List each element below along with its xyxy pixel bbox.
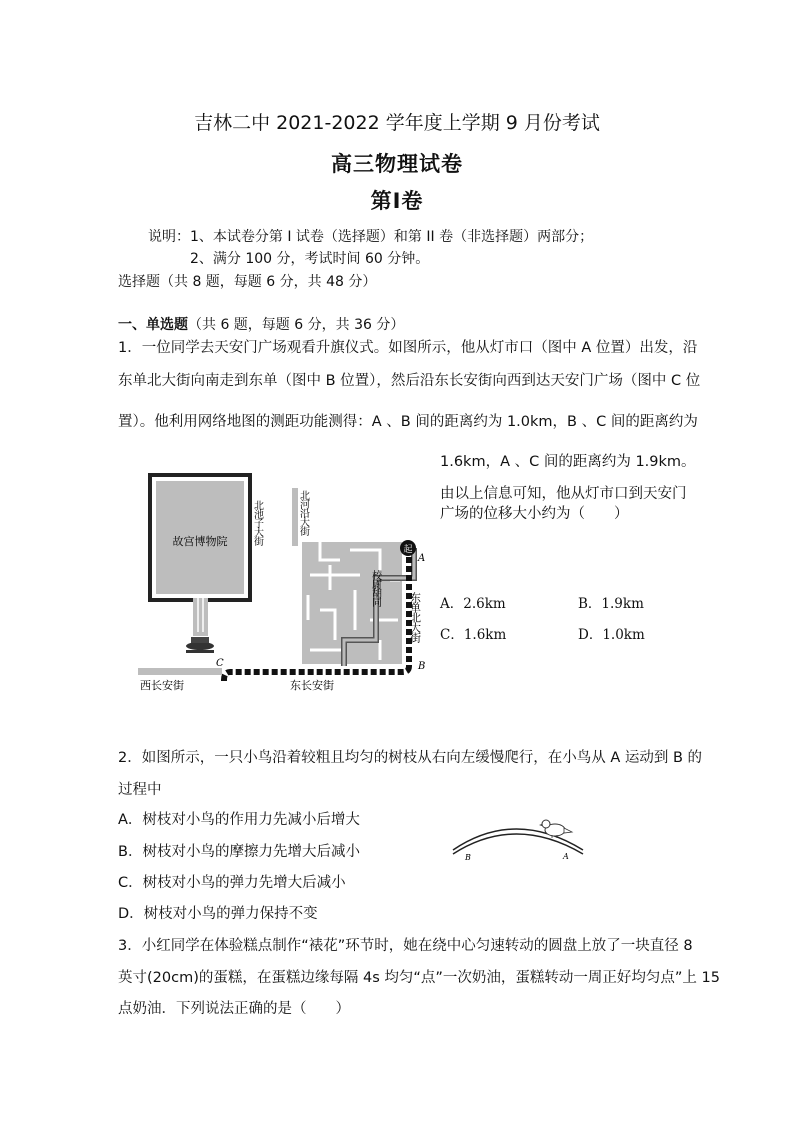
gate-body (191, 637, 209, 643)
q1-line-4: 1.6km，A 、C 间的距离约为 1.9km。 (440, 454, 696, 470)
q1-option-c[interactable]: C．1.6km (440, 627, 507, 643)
q1-option-a[interactable]: A．2.6km (440, 596, 506, 612)
branch-point-b: B (465, 853, 471, 862)
xichangan-road (138, 668, 222, 675)
q1-line-5: 由以上信息可知，他从灯市口到天安门 (440, 486, 687, 502)
q1-map-figure (130, 470, 435, 695)
q1-option-b[interactable]: B．1.9km (578, 596, 644, 612)
q2-option-b[interactable]: B．树枝对小鸟的摩擦力先增大后减小 (118, 844, 360, 860)
q1-line-1: 1．一位同学去天安门广场观看升旗仪式。如图所示，他从灯市口（图中 A 位置）出发，沿 (118, 340, 698, 356)
q3-line-1: 3．小红同学在体验糕点制作“裱花”环节时，她在绕中心匀速转动的圆盘上放了一块直径 8 (118, 938, 693, 954)
q3-line-2: 英寸(20cm)的蛋糕，在蛋糕边缘每隔 4s 均匀“点”一次奶油，蛋糕转动一周正好均匀点”上 15 (118, 970, 720, 986)
bird-icon (539, 820, 572, 838)
q2-line-2: 过程中 (118, 782, 162, 798)
q2-option-a[interactable]: A．树枝对小鸟的作用力先减小后增大 (118, 812, 360, 828)
beiheyan-label: 北河沿大街 (297, 490, 309, 535)
q1-line-2: 东单北大街向南走到东单（图中 B 位置），然后沿东长安街向西到达天安门广场（图中 C 位 (118, 373, 701, 389)
exam-title: 吉林二中 2021-2022 学年度上学期 9 月份考试 (194, 112, 600, 134)
q2-option-d[interactable]: D．树枝对小鸟的弹力保持不变 (118, 906, 318, 922)
q1-line-6: 广场的位移大小约为（ ） (440, 506, 629, 522)
gate-base (186, 642, 214, 650)
beichizi-label: 北池子大街 (251, 500, 263, 545)
q2-option-c[interactable]: C．树枝对小鸟的弹力先增大后减小 (118, 875, 346, 891)
museum-label: 故宫博物院 (172, 535, 228, 548)
branch-lower (453, 834, 583, 854)
note-line-1: 说明：1、本试卷分第 I 试卷（选择题）和第 II 卷（非选择题）两部分； (148, 229, 594, 245)
section-label: 选择题（共 8 题，每题 6 分，共 48 分） (118, 274, 377, 290)
q2-branch-figure (435, 798, 595, 864)
q3-line-3: 点奶油．下列说法正确的是（ ） (118, 1001, 350, 1017)
part-heading (118, 314, 404, 334)
q1-option-d[interactable]: D．1.0km (578, 627, 645, 643)
dongchangan-label: 东长安街 (290, 679, 334, 692)
q1-line-3: 置）。他利用网络地图的测距功能测得：A 、B 间的距离约为 1.0km，B 、C 间的距离约为 (118, 414, 698, 430)
point-a-label: A (418, 553, 426, 564)
xichangan-label: 西长安街 (140, 679, 184, 692)
dongdan-label: 东单北大街 (408, 592, 422, 642)
note-line-2: 2、满分 100 分，考试时间 60 分钟。 (190, 251, 430, 267)
part-heading-rest: （共 6 题，每题 6 分，共 36 分） (188, 317, 405, 333)
volume-label: 第Ⅰ卷 (370, 189, 424, 213)
district-block (302, 542, 402, 664)
part-heading-bold: 一、单选题 (118, 317, 188, 333)
branch-point-a: A (563, 852, 569, 861)
point-c-label: C (216, 658, 224, 669)
q2-line-1: 2．如图所示，一只小鸟沿着较粗且均匀的树枝从右向左缓慢爬行，在小鸟从 A 运动到 B 的 (118, 750, 703, 766)
point-b-label: B (418, 661, 426, 672)
paper-subtitle: 高三物理试卷 (331, 152, 463, 176)
start-label: 起 (403, 545, 413, 555)
xiaowei-label: 校尉胡同 (369, 570, 381, 606)
museum-approach (193, 598, 208, 636)
